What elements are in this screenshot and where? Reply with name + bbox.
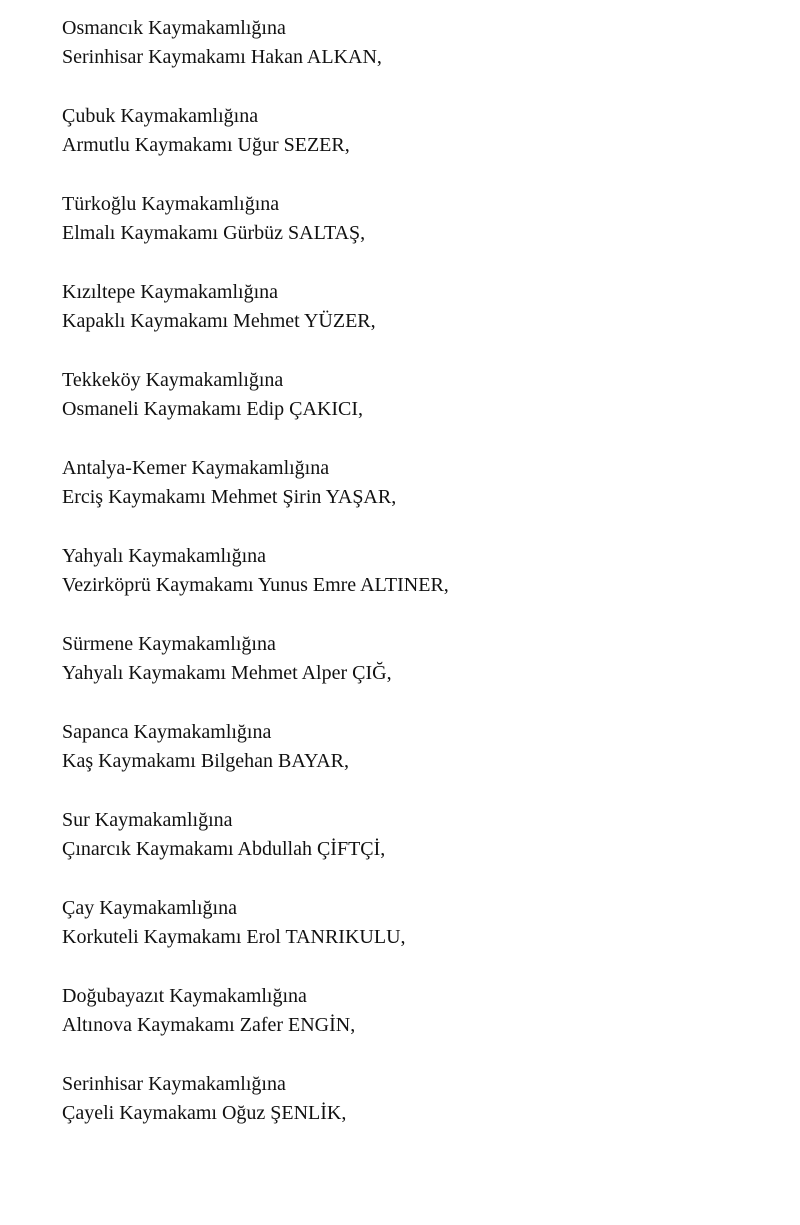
appointee-line: Kapaklı Kaymakamı Mehmet YÜZER, [62, 310, 376, 332]
post-title: Kızıltepe Kaymakamlığına [62, 281, 279, 303]
appointee-line: Erciş Kaymakamı Mehmet Şirin YAŞAR, [62, 486, 397, 508]
appointment-entry [62, 718, 762, 806]
appointee-line: Osmaneli Kaymakamı Edip ÇAKICI, [62, 398, 364, 420]
appointment-entry [62, 102, 762, 190]
post-title: Çubuk Kaymakamlığına [62, 105, 259, 127]
appointment-entry [62, 1070, 762, 1158]
appointment-entry [62, 366, 762, 454]
appointment-entry [62, 806, 762, 894]
appointee-line: Vezirköprü Kaymakamı Yunus Emre ALTINER, [62, 574, 449, 596]
appointment-entry [62, 278, 762, 366]
post-title: Doğubayazıt Kaymakamlığına [62, 985, 307, 1007]
appointment-entry [62, 14, 762, 102]
appointee-line: Çınarcık Kaymakamı Abdullah ÇİFTÇİ, [62, 838, 386, 860]
appointment-entry [62, 982, 762, 1070]
appointee-line: Armutlu Kaymakamı Uğur SEZER, [62, 134, 350, 156]
post-title: Türkoğlu Kaymakamlığına [62, 193, 280, 215]
appointee-line: Serinhisar Kaymakamı Hakan ALKAN, [62, 46, 382, 68]
appointment-list [62, 14, 762, 1158]
appointment-entry [62, 542, 762, 630]
post-title: Sapanca Kaymakamlığına [62, 721, 272, 743]
appointee-line: Korkuteli Kaymakamı Erol TANRIKULU, [62, 926, 406, 948]
appointment-entry [62, 190, 762, 278]
appointee-line: Çayeli Kaymakamı Oğuz ŞENLİK, [62, 1102, 347, 1124]
appointee-line: Elmalı Kaymakamı Gürbüz SALTAŞ, [62, 222, 366, 244]
post-title: Yahyalı Kaymakamlığına [62, 545, 267, 567]
appointment-entry [62, 894, 762, 982]
post-title: Sürmene Kaymakamlığına [62, 633, 276, 655]
appointee-line: Kaş Kaymakamı Bilgehan BAYAR, [62, 750, 350, 772]
appointee-line: Altınova Kaymakamı Zafer ENGİN, [62, 1014, 356, 1036]
appointment-entry [62, 630, 762, 718]
appointment-entry [62, 454, 762, 542]
post-title: Çay Kaymakamlığına [62, 897, 237, 919]
post-title: Antalya-Kemer Kaymakamlığına [62, 457, 330, 479]
post-title: Tekkeköy Kaymakamlığına [62, 369, 284, 391]
post-title: Serinhisar Kaymakamlığına [62, 1073, 286, 1095]
post-title: Sur Kaymakamlığına [62, 809, 233, 831]
post-title: Osmancık Kaymakamlığına [62, 17, 286, 39]
appointee-line: Yahyalı Kaymakamı Mehmet Alper ÇIĞ, [62, 662, 392, 684]
